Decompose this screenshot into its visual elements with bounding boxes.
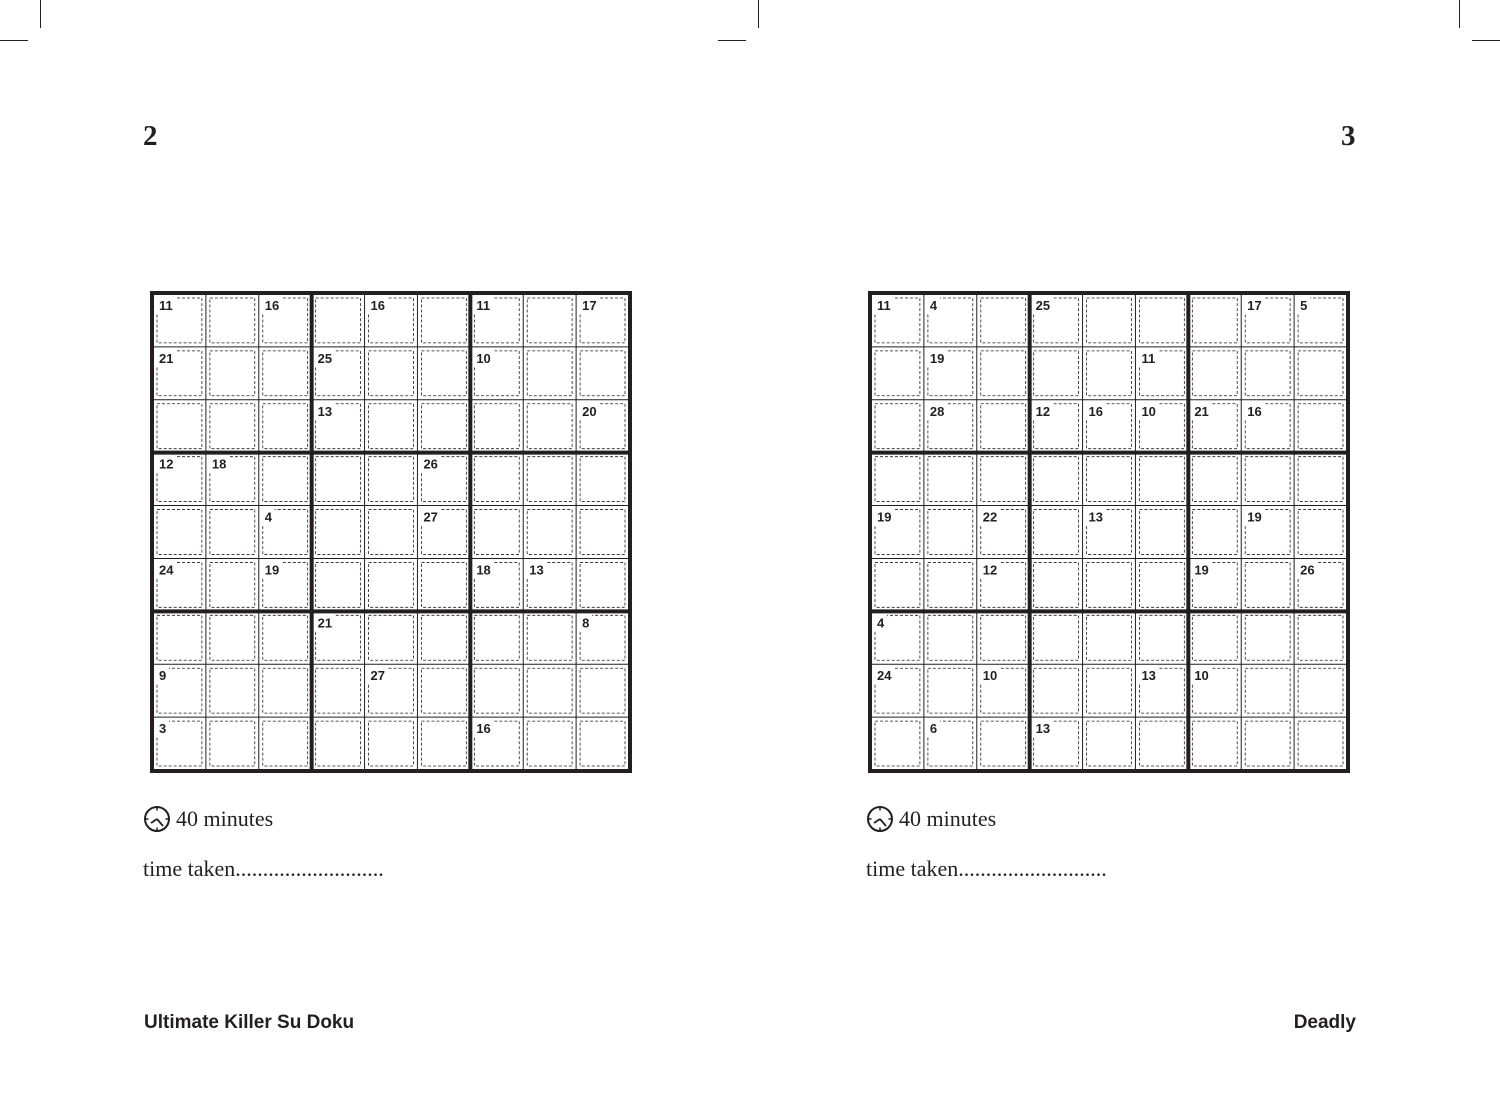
cage-outline bbox=[1298, 510, 1343, 555]
cage-outline bbox=[210, 404, 255, 449]
cage-outline bbox=[157, 615, 202, 660]
cage-outline bbox=[421, 404, 466, 449]
cage-outline bbox=[527, 404, 572, 449]
cage-outline bbox=[263, 615, 308, 660]
cage-sum: 12 bbox=[982, 562, 998, 578]
time-taken-dots: ........................... bbox=[235, 856, 384, 881]
cage-outline bbox=[157, 404, 202, 449]
cage-outline bbox=[1298, 457, 1343, 502]
cage-outline bbox=[1245, 668, 1290, 713]
time-taken-label: time taken bbox=[866, 856, 959, 881]
cage-outline bbox=[1034, 668, 1079, 713]
cage-outline bbox=[369, 404, 414, 449]
cage-outline bbox=[210, 351, 255, 396]
cage-sum: 18 bbox=[211, 456, 227, 472]
cage-outline bbox=[210, 721, 255, 766]
cage-outline bbox=[1192, 298, 1237, 343]
cage-outline bbox=[580, 562, 625, 607]
cage-sum: 21 bbox=[1194, 403, 1209, 419]
cage-sum: 19 bbox=[1247, 509, 1262, 525]
cage-outline bbox=[369, 721, 414, 766]
cage-outline bbox=[210, 562, 255, 607]
cage-outline bbox=[369, 457, 414, 502]
cage-outline bbox=[1245, 351, 1290, 396]
cage-sum: 11 bbox=[877, 298, 891, 313]
cage-sum: 26 bbox=[1300, 562, 1315, 578]
cage-sum: 25 bbox=[317, 350, 333, 366]
cage-outline bbox=[421, 351, 466, 396]
cage-sum: 13 bbox=[529, 562, 544, 578]
cage-outline bbox=[1245, 562, 1290, 607]
cage-outline bbox=[421, 615, 466, 660]
cage-outline bbox=[527, 615, 572, 660]
puzzle-svg bbox=[868, 291, 1350, 773]
cage-sum: 26 bbox=[423, 456, 438, 472]
cage-outline bbox=[1192, 721, 1237, 766]
cage-outline bbox=[580, 668, 625, 713]
cage-outline bbox=[1139, 721, 1184, 766]
cage-sum: 25 bbox=[1035, 298, 1051, 313]
clock-icon bbox=[143, 805, 171, 833]
cage-sum: 17 bbox=[582, 298, 597, 313]
cage-outline bbox=[474, 404, 519, 449]
cage-sum: 16 bbox=[476, 721, 491, 737]
cage-sum: 13 bbox=[1035, 721, 1051, 737]
cage-outline bbox=[580, 457, 625, 502]
cage-outline bbox=[875, 721, 920, 766]
cage-sum: 5 bbox=[1300, 298, 1308, 313]
cage-sum: 10 bbox=[1194, 668, 1209, 684]
cage-sum: 22 bbox=[982, 509, 998, 525]
cage-sum: 6 bbox=[929, 721, 938, 737]
cage-outline bbox=[157, 510, 202, 555]
cage-outline bbox=[421, 298, 466, 343]
cage-outline bbox=[316, 457, 361, 502]
cage-outline bbox=[875, 457, 920, 502]
cage-sum: 4 bbox=[264, 509, 273, 525]
footer-title: Deadly bbox=[1293, 1012, 1356, 1033]
crop-mark bbox=[758, 0, 759, 28]
cage-outline bbox=[369, 351, 414, 396]
cage-outline bbox=[316, 298, 361, 343]
cage-sum: 27 bbox=[370, 668, 386, 684]
cage-outline bbox=[316, 721, 361, 766]
cage-outline bbox=[1245, 721, 1290, 766]
cage-sum: 21 bbox=[317, 615, 333, 631]
cage-sum: 10 bbox=[982, 668, 998, 684]
cage-outline bbox=[210, 615, 255, 660]
cage-outline bbox=[421, 562, 466, 607]
cage-sum: 16 bbox=[1088, 403, 1104, 419]
cage-sum: 20 bbox=[582, 403, 597, 419]
cage-outline bbox=[263, 721, 308, 766]
cage-outline bbox=[421, 721, 466, 766]
time-taken-label: time taken bbox=[143, 856, 236, 881]
cage-outline bbox=[1139, 457, 1184, 502]
cage-outline bbox=[1192, 615, 1237, 660]
cage-outline bbox=[1087, 298, 1132, 343]
page-number: 2 bbox=[143, 120, 158, 152]
cage-sum: 24 bbox=[159, 562, 174, 578]
cage-outline bbox=[527, 510, 572, 555]
cage-outline bbox=[580, 351, 625, 396]
time-taken bbox=[866, 853, 1107, 885]
time-limit-text: 40 minutes bbox=[176, 806, 274, 831]
cage-sum: 4 bbox=[929, 298, 938, 313]
cage-outline bbox=[316, 510, 361, 555]
cage-sum: 17 bbox=[1247, 298, 1262, 313]
cage-outline bbox=[527, 721, 572, 766]
cage-outline bbox=[527, 457, 572, 502]
cage-outline bbox=[210, 668, 255, 713]
cage-outline bbox=[928, 510, 973, 555]
time-limit-text: 40 minutes bbox=[899, 806, 997, 831]
killer-sudoku-grid bbox=[868, 291, 1350, 773]
puzzle-svg bbox=[150, 291, 632, 773]
cage-outline bbox=[1087, 615, 1132, 660]
cage-sum: 12 bbox=[159, 456, 174, 472]
cage-outline bbox=[421, 668, 466, 713]
footer-title: Ultimate Killer Su Doku bbox=[144, 1012, 355, 1033]
killer-sudoku-grid bbox=[150, 291, 632, 773]
cage-outline bbox=[1087, 721, 1132, 766]
cage-outline bbox=[210, 298, 255, 343]
cage-sum: 16 bbox=[264, 298, 280, 313]
cage-sum: 13 bbox=[1088, 509, 1104, 525]
cage-outline bbox=[1034, 457, 1079, 502]
cage-outline bbox=[1034, 510, 1079, 555]
cage-outline bbox=[981, 298, 1026, 343]
cage-outline bbox=[210, 510, 255, 555]
cage-outline bbox=[1192, 457, 1237, 502]
cage-outline bbox=[527, 298, 572, 343]
cage-sum: 4 bbox=[877, 615, 885, 631]
time-taken-dots: ........................... bbox=[958, 856, 1107, 881]
cage-outline bbox=[928, 562, 973, 607]
cage-sum: 3 bbox=[159, 721, 167, 737]
crop-mark bbox=[40, 0, 41, 28]
cage-sum: 11 bbox=[1141, 350, 1156, 366]
cage-outline bbox=[1139, 298, 1184, 343]
cage-sum: 19 bbox=[1194, 562, 1209, 578]
cage-outline bbox=[316, 562, 361, 607]
cage-sum: 11 bbox=[159, 298, 173, 313]
cage-outline bbox=[1245, 615, 1290, 660]
cage-sum: 16 bbox=[370, 298, 386, 313]
cage-sum: 16 bbox=[1247, 403, 1262, 419]
cage-sum: 18 bbox=[476, 562, 491, 578]
cage-sum: 13 bbox=[317, 403, 333, 419]
time-taken bbox=[143, 853, 384, 885]
cage-sum: 11 bbox=[476, 298, 491, 313]
cage-outline bbox=[1192, 510, 1237, 555]
cage-outline bbox=[981, 615, 1026, 660]
cage-sum: 12 bbox=[1035, 403, 1051, 419]
cage-outline bbox=[1087, 562, 1132, 607]
cage-outline bbox=[369, 615, 414, 660]
cage-sum: 24 bbox=[877, 668, 892, 684]
cage-sum: 19 bbox=[264, 562, 280, 578]
cage-outline bbox=[1298, 721, 1343, 766]
cage-outline bbox=[580, 510, 625, 555]
cage-outline bbox=[1034, 562, 1079, 607]
cage-outline bbox=[263, 404, 308, 449]
cage-sum: 10 bbox=[1141, 403, 1156, 419]
cage-outline bbox=[1087, 351, 1132, 396]
cage-outline bbox=[474, 615, 519, 660]
cage-sum: 27 bbox=[423, 509, 438, 525]
cage-outline bbox=[875, 404, 920, 449]
crop-mark bbox=[1459, 0, 1460, 28]
cage-outline bbox=[875, 562, 920, 607]
time-limit bbox=[143, 803, 273, 835]
cage-outline bbox=[1245, 457, 1290, 502]
cage-outline bbox=[1139, 510, 1184, 555]
cage-outline bbox=[263, 668, 308, 713]
cage-outline bbox=[928, 615, 973, 660]
cage-sum: 9 bbox=[159, 668, 167, 684]
cage-outline bbox=[527, 668, 572, 713]
cage-outline bbox=[981, 457, 1026, 502]
crop-mark bbox=[0, 40, 28, 41]
page-number: 3 bbox=[1341, 120, 1356, 152]
cage-outline bbox=[1298, 404, 1343, 449]
cage-outline bbox=[316, 668, 361, 713]
crop-mark bbox=[718, 40, 746, 41]
cage-outline bbox=[1034, 351, 1079, 396]
time-limit bbox=[866, 803, 996, 835]
cage-outline bbox=[928, 457, 973, 502]
cage-outline bbox=[1087, 457, 1132, 502]
cage-outline bbox=[981, 721, 1026, 766]
cage-outline bbox=[1087, 668, 1132, 713]
cage-outline bbox=[1192, 351, 1237, 396]
cage-outline bbox=[474, 668, 519, 713]
cage-sum: 19 bbox=[929, 350, 945, 366]
cage-outline bbox=[875, 351, 920, 396]
cage-sum: 19 bbox=[877, 509, 892, 525]
crop-mark bbox=[1472, 40, 1500, 41]
cage-outline bbox=[1034, 615, 1079, 660]
cage-outline bbox=[580, 721, 625, 766]
cage-sum: 8 bbox=[582, 615, 590, 631]
cage-outline bbox=[474, 510, 519, 555]
cage-outline bbox=[369, 510, 414, 555]
cage-sum: 13 bbox=[1141, 668, 1156, 684]
cage-outline bbox=[981, 404, 1026, 449]
cage-outline bbox=[1298, 668, 1343, 713]
cage-outline bbox=[1298, 615, 1343, 660]
cage-outline bbox=[369, 562, 414, 607]
cage-outline bbox=[1139, 615, 1184, 660]
clock-icon bbox=[866, 805, 894, 833]
cage-outline bbox=[527, 351, 572, 396]
cage-sum: 28 bbox=[929, 403, 945, 419]
cage-outline bbox=[981, 351, 1026, 396]
cage-outline bbox=[263, 457, 308, 502]
cage-outline bbox=[474, 457, 519, 502]
cage-outline bbox=[928, 668, 973, 713]
cage-outline bbox=[263, 351, 308, 396]
cage-sum: 21 bbox=[159, 350, 174, 366]
grid-border bbox=[152, 293, 630, 771]
cage-sum: 10 bbox=[476, 350, 491, 366]
cage-outline bbox=[1139, 562, 1184, 607]
cage-outline bbox=[1298, 351, 1343, 396]
